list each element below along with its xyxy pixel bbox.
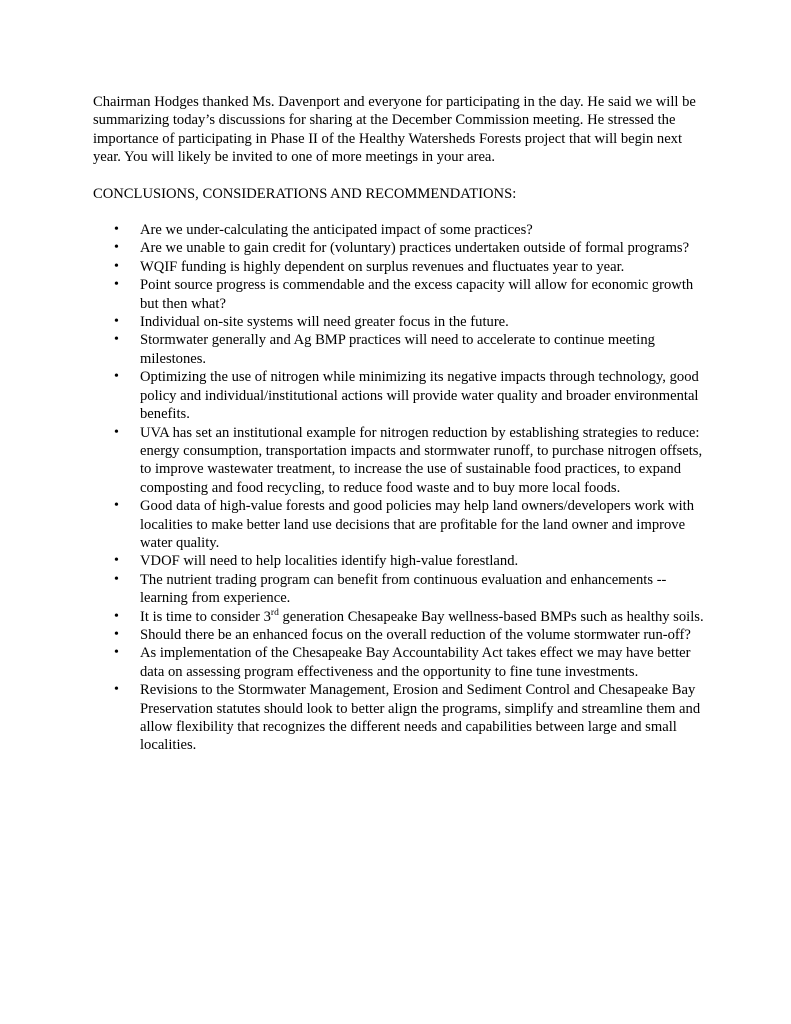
bullet-text: WQIF funding is highly dependent on surplus revenues and fluctuates year to year.: [140, 258, 625, 275]
bullet-item: [93, 681, 705, 755]
bullet-text: [140, 609, 704, 625]
bullet-item: [93, 552, 705, 570]
bullet-text: Point source progress is commendable and the excess capacity will allow for economic growth but then what?: [140, 277, 694, 312]
bullet-item: [93, 221, 705, 239]
ordinal-superscript: rd: [270, 607, 279, 618]
bullet-text: Stormwater generally and Ag BMP practices will need to accelerate to continue meeting milestones.: [140, 332, 655, 367]
bullet-item: [93, 239, 705, 257]
bullet-icon: •: [114, 553, 119, 569]
bullet-item: [93, 608, 705, 626]
bullet-icon: •: [114, 498, 119, 514]
bullet-icon: •: [114, 277, 119, 293]
bullet-item: [93, 571, 705, 608]
bullet-icon: •: [114, 222, 119, 238]
bullet-item: [93, 424, 705, 498]
bullet-item: [93, 276, 705, 313]
bullet-item: [93, 497, 705, 552]
bullet-item: [93, 368, 705, 423]
bullet-text: As implementation of the Chesapeake Bay Accountability Act takes effect we may have better data on assessing program effectiveness and the opportunity to fine tune investments.: [140, 645, 691, 680]
bullet-item: [93, 626, 705, 644]
bullet-icon: •: [114, 314, 119, 330]
bullet-text-part: generation Chesapeake Bay wellness-based BMPs such as healthy soils.: [278, 608, 704, 625]
bullet-icon: •: [114, 369, 119, 385]
bullet-text: The nutrient trading program can benefit from continuous evaluation and enhancements -- learning from experience.: [140, 571, 667, 607]
bullet-item: [93, 331, 705, 368]
bullet-text: Are we under-calculating the anticipated impact of some practices?: [140, 222, 533, 239]
bullet-list: [93, 221, 705, 755]
bullet-text: UVA has set an institutional example for nitrogen reduction by establishing strategies to reduce: energy consumption, transportation impacts and stormwater runoff, to purchase nitrogen offsets, to improve wastewater treatment, to increase the use of sustainable food practices, to expand composting and food recycling, to reduce food waste and to buy more local foods.: [140, 424, 703, 496]
bullet-icon: •: [114, 332, 119, 348]
bullet-icon: •: [114, 645, 119, 661]
bullet-text: Optimizing the use of nitrogen while minimizing its negative impacts through technology, good policy and individual/institutional actions will provide water quality and broader environmental benefits.: [140, 369, 699, 423]
bullet-icon: •: [114, 240, 119, 256]
bullet-text: Are we unable to gain credit for (voluntary) practices undertaken outside of formal programs?: [140, 240, 690, 257]
bullet-icon: •: [114, 682, 119, 698]
bullet-icon: •: [114, 626, 119, 642]
bullet-text: Good data of high-value forests and good policies may help land owners/developers work with localities to make better land use decisions that are profitable for the land owner and improve water quality.: [140, 498, 695, 551]
bullet-text-part: It is time to consider 3: [140, 608, 271, 625]
bullet-text: VDOF will need to help localities identify high-value forestland.: [140, 553, 519, 570]
intro-paragraph: Chairman Hodges thanked Ms. Davenport and everyone for participating in the day. He said we will be summarizing today’s discussions for sharing at the December Commission meeting. He stressed the importance of participating in Phase II of the Healthy Watersheds Forests project that will begin next year. You will likely be invited to one of more meetings in your area.: [93, 94, 696, 166]
document-page: [93, 93, 705, 755]
bullet-icon: •: [114, 608, 119, 624]
bullet-icon: •: [114, 571, 119, 587]
bullet-item: [93, 644, 705, 681]
bullet-item: [93, 313, 705, 331]
bullet-item: [93, 258, 705, 276]
bullet-text: Should there be an enhanced focus on the overall reduction of the volume stormwater run-off?: [140, 626, 691, 643]
bullet-icon: •: [114, 424, 119, 440]
section-heading: CONCLUSIONS, CONSIDERATIONS AND RECOMMENDATIONS:: [93, 185, 517, 202]
bullet-icon: •: [114, 258, 119, 274]
bullet-text: Revisions to the Stormwater Management, Erosion and Sediment Control and Chesapeake Bay Preservation statutes should look to better align the programs, simplify and streamline them and allow flexibility that recognizes the different needs and capabilities between large and small localities.: [140, 682, 701, 754]
bullet-text: Individual on-site systems will need greater focus in the future.: [140, 314, 509, 331]
